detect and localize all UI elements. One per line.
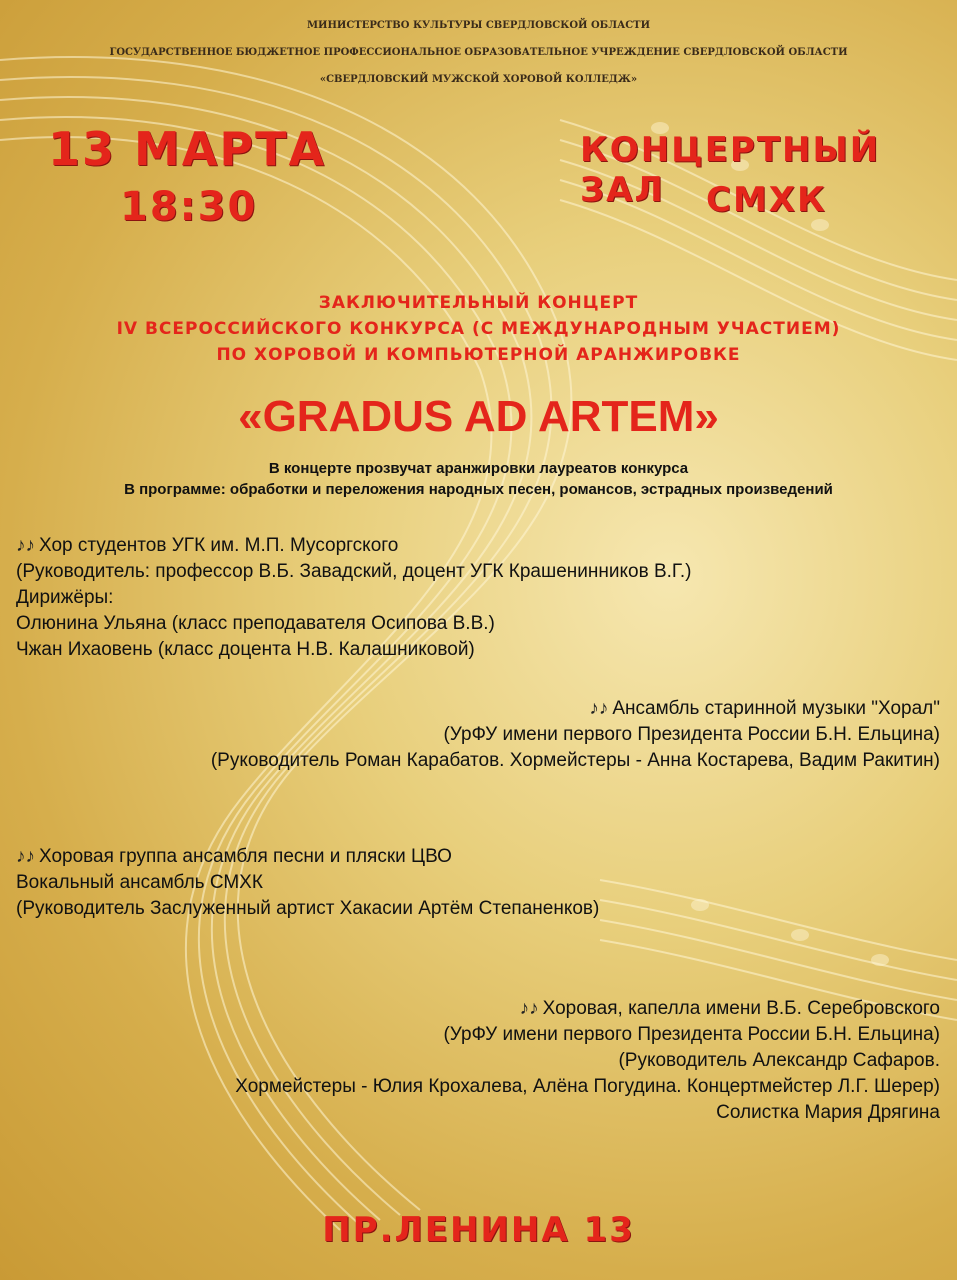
participant-1 <box>16 533 691 663</box>
participant-3-line-1: ♪♪ Хоровая группа ансамбля песни и пляски ЦВО <box>16 846 452 867</box>
participant-4-line-4: Хормейстеры - Юлия Крохалева, Алёна Погудина. Концертмейстер Л.Г. Шерер) <box>235 1076 940 1097</box>
participant-4-line-5: Солистка Мария Дрягина <box>716 1102 940 1123</box>
event-time: 18:30 <box>120 184 258 230</box>
concert-title-block <box>0 290 957 368</box>
participant-4-line-3: (Руководитель Александр Сафаров. <box>618 1050 940 1071</box>
competition-name: «GRADUS AD ARTEM» <box>238 392 719 441</box>
participant-4-line-2: (УрФУ имени первого Президента России Б.Н. Ельцина) <box>443 1024 940 1045</box>
participant-1-line-5: Чжан Ихаовень (класс доцента Н.В. Калашниковой) <box>16 639 475 660</box>
title-line-3: ПО ХОРОВОЙ И КОМПЬЮТЕРНОЙ АРАНЖИРОВКЕ <box>216 345 741 365</box>
institution-type-line: ГОСУДАРСТВЕННОЕ БЮДЖЕТНОЕ ПРОФЕССИОНАЛЬНОЕ ОБРАЗОВАТЕЛЬНОЕ УЧРЕЖДЕНИЕ СВЕРДЛОВСКОЙ ОБЛАСТИ <box>109 47 848 58</box>
participant-3 <box>16 844 599 922</box>
ministry-line: МИНИСТЕРСТВО КУЛЬТУРЫ СВЕРДЛОВСКОЙ ОБЛАСТИ <box>306 20 651 31</box>
participant-2-line-3: (Руководитель Роман Карабатов. Хормейстеры - Анна Костарева, Вадим Ракитин) <box>210 750 940 771</box>
participant-3-line-3: (Руководитель Заслуженный артист Хакасии Артём Степаненков) <box>16 898 600 919</box>
music-notes-icon: ♪♪ <box>16 846 35 867</box>
participant-1-line-3: Дирижёры: <box>16 587 114 608</box>
music-notes-icon: ♪♪ <box>589 698 609 719</box>
title-line-1: ЗАКЛЮЧИТЕЛЬНЫЙ КОНЦЕРТ <box>318 293 639 313</box>
intro-line-1: В концерте прозвучат аранжировки лауреатов конкурса <box>268 460 689 477</box>
music-notes-icon: ♪♪ <box>16 535 35 556</box>
participant-1-line-1: ♪♪ Хор студентов УГК им. М.П. Мусоргского <box>16 535 399 556</box>
intro-line-2: В программе: обработки и переложения народных песен, романсов, эстрадных произведений <box>124 481 833 498</box>
participant-2 <box>211 696 940 774</box>
venue-line-1: КОНЦЕРТНЫЙ ЗАЛ <box>580 130 881 210</box>
participant-2-line-1: ♪♪ Ансамбль старинной музыки "Хорал" <box>589 698 940 719</box>
participant-1-line-4: Олюнина Ульяна (класс преподавателя Осипова В.В.) <box>16 613 495 634</box>
music-notes-icon: ♪♪ <box>519 998 539 1019</box>
venue-line-2: СМХК <box>706 180 827 220</box>
participant-4-line-1: ♪♪ Хоровая, капелла имени В.Б. Серебровского <box>519 998 940 1019</box>
event-date: 13 МАРТА <box>48 122 327 176</box>
event-address: ПР.ЛЕНИНА 13 <box>322 1210 635 1250</box>
college-name-line: «СВЕРДЛОВСКИЙ МУЖСКОЙ ХОРОВОЙ КОЛЛЕДЖ» <box>319 74 638 85</box>
participant-4 <box>235 996 940 1126</box>
participant-1-line-2: (Руководитель: профессор В.Б. Завадский, доцент УГК Крашенинников В.Г.) <box>16 561 692 582</box>
title-line-2: IV ВСЕРОССИЙСКОГО КОНКУРСА (С МЕЖДУНАРОДНЫМ УЧАСТИЕМ) <box>116 319 841 339</box>
intro-text <box>0 458 957 500</box>
participant-2-line-2: (УрФУ имени первого Президента России Б.Н. Ельцина) <box>443 724 940 745</box>
organizer-header <box>0 12 957 93</box>
participant-3-line-2: Вокальный ансамбль СМХК <box>16 872 263 893</box>
